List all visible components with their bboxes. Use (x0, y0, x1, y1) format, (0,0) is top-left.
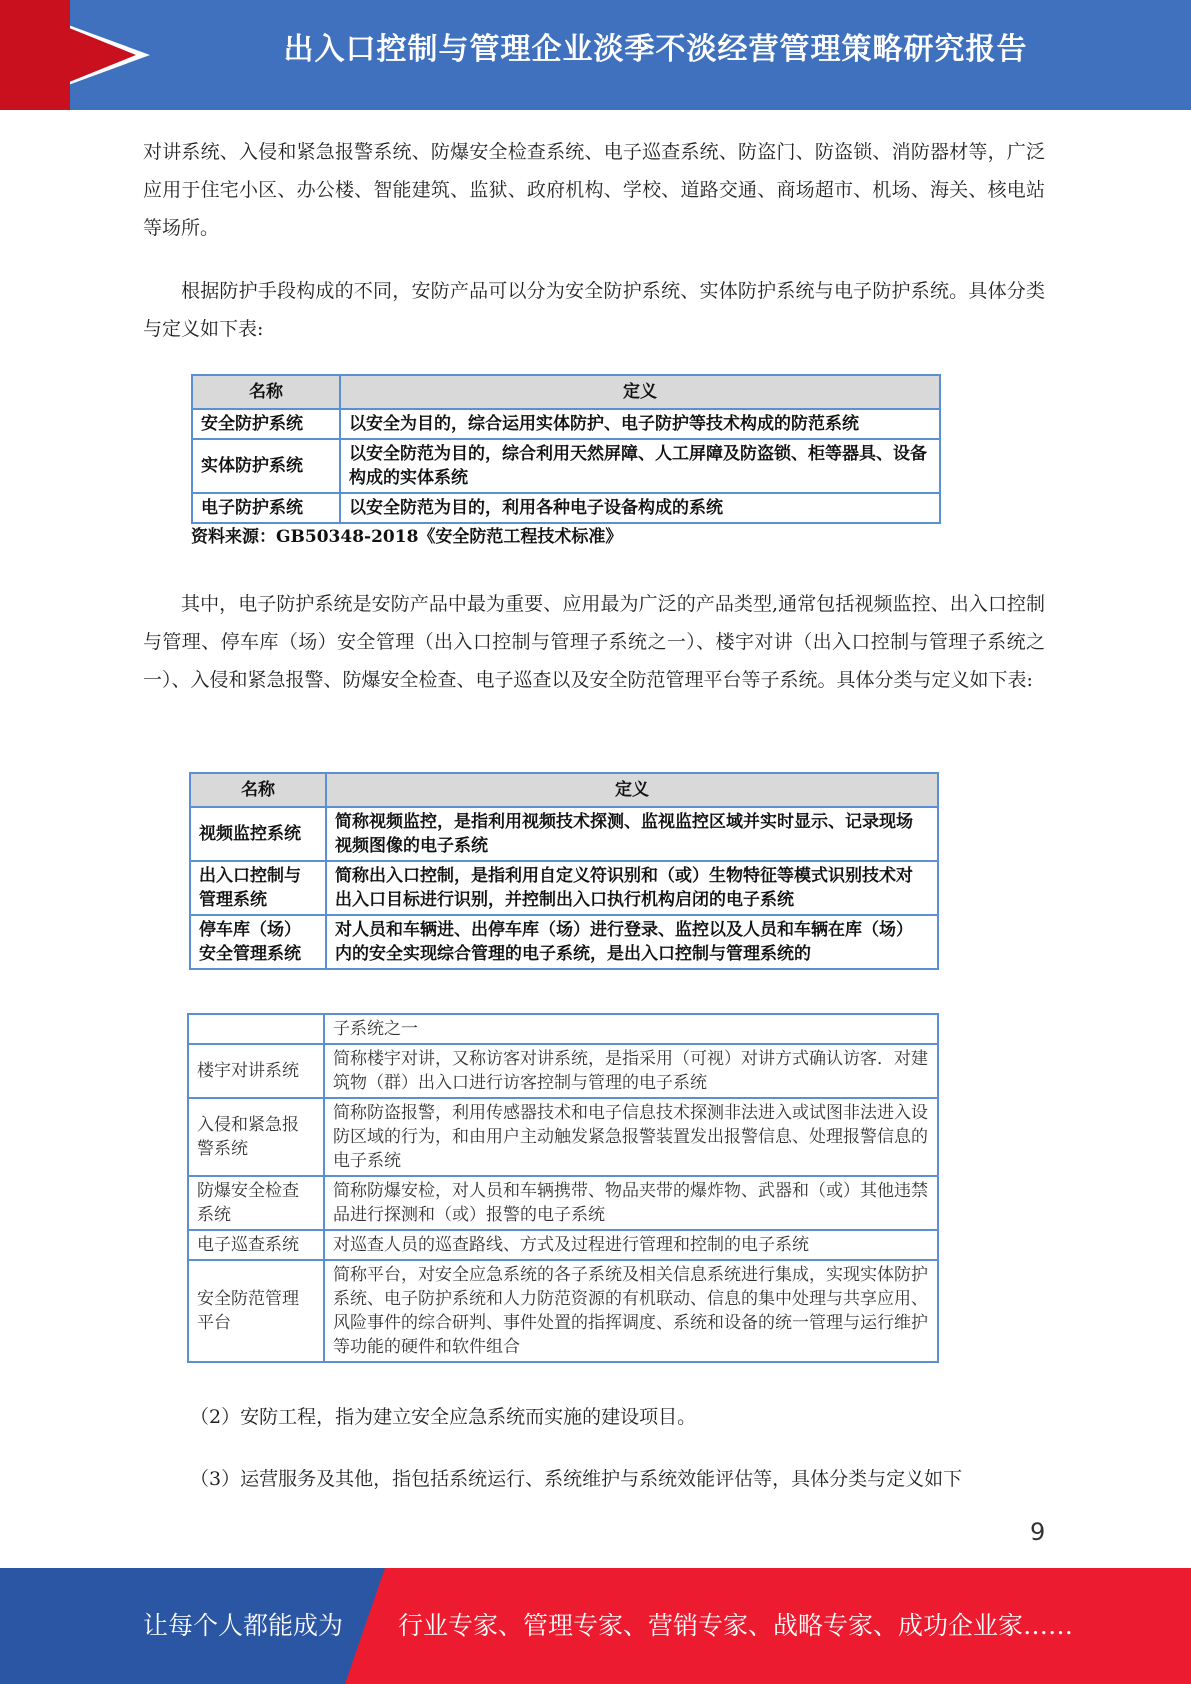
table-row (190, 861, 938, 915)
footer-slogan-left: 让每个人都能成为 (143, 1611, 344, 1640)
column-header-definition: 定义 (340, 375, 940, 409)
paragraph-3: 其中，电子防护系统是安防产品中最为重要、应用最为广泛的产品类型,通常包括视频监控、出入口控制与管理、停车库（场）安全管理（出入口控制与管理子系统之一）、楼宇对讲（出入口控制与管理子系统之一）、入侵和紧急报警、防爆安全检查、电子巡查以及安全防范管理平台等子系统。具体分类与定义如下表: (143, 593, 1045, 691)
table-row (188, 1098, 938, 1176)
row-definition: 简称防盗报警，利用传感器技术和电子信息技术探测非法进入或试图非法进入设防区域的行为，和由用户主动触发紧急报警装置发出报警信息、处理报警信息的电子系统 (324, 1098, 938, 1176)
row-name: 电子防护系统 (192, 493, 340, 523)
row-name: 出入口控制与管理系统 (190, 861, 326, 915)
header-chevron-arrow (0, 0, 136, 110)
row-definition: 以安全防范为目的，综合利用天然屏障、人工屏障及防盗锁、柜等器具、设备构成的实体系统 (340, 439, 940, 493)
table-row (188, 1044, 938, 1098)
row-definition: 简称防爆安检，对人员和车辆携带、物品夹带的爆炸物、武器和（或）其他违禁品进行探测和（或）报警的电子系统 (324, 1176, 938, 1230)
column-header-name: 名称 (190, 773, 326, 807)
row-name: 楼宇对讲系统 (188, 1044, 324, 1098)
row-definition: 简称视频监控，是指利用视频技术探测、监视监控区域并实时显示、记录现场视频图像的电子系统 (326, 807, 938, 861)
table-row (192, 439, 940, 493)
table-row (188, 1260, 938, 1362)
column-header-name: 名称 (192, 375, 340, 409)
table-row (192, 409, 940, 439)
row-name: 视频监控系统 (190, 807, 326, 861)
row-name: 电子巡查系统 (188, 1230, 324, 1260)
page-number: 9 (1030, 1518, 1046, 1546)
row-definition: 对巡查人员的巡查路线、方式及过程进行管理和控制的电子系统 (324, 1230, 938, 1260)
paragraph-4: （2）安防工程，指为建立安全应急系统而实施的建设项目。 (190, 1406, 697, 1428)
row-name: 防爆安全检查系统 (188, 1176, 324, 1230)
table-header-row (192, 375, 940, 409)
electronic-systems-table-continued (187, 1013, 939, 1363)
footer-slogan-right: 行业专家、管理专家、营销专家、战略专家、成功企业家…… (398, 1611, 1074, 1640)
table-header-row (190, 773, 938, 807)
row-name: 实体防护系统 (192, 439, 340, 493)
row-name: 安全防护系统 (192, 409, 340, 439)
row-definition: 简称平台，对安全应急系统的各子系统及相关信息系统进行集成，实现实体防护系统、电子防护系统和人力防范资源的有机联动、信息的集中处理与共享应用、风险事件的综合研判、事件处置的指挥调度、系统和设备的统一管理与运行维护等功能的硬件和软件组合 (324, 1260, 938, 1362)
table-row (188, 1014, 938, 1044)
table-row (190, 807, 938, 861)
row-definition: 简称出入口控制，是指利用自定义符识别和（或）生物特征等模式识别技术对出入口目标进行识别，并控制出入口执行机构启闭的电子系统 (326, 861, 938, 915)
row-definition: 以安全防范为目的，利用各种电子设备构成的系统 (340, 493, 940, 523)
classification-table (191, 374, 941, 524)
table-row (188, 1230, 938, 1260)
paragraph-2: 根据防护手段构成的不同，安防产品可以分为安全防护系统、实体防护系统与电子防护系统。具体分类与定义如下表: (143, 280, 1045, 340)
table-row (188, 1176, 938, 1230)
report-title: 出入口控制与管理企业淡季不淡经营管理策略研究报告 (283, 32, 1028, 67)
electronic-systems-table (189, 772, 939, 970)
table-source-note: 资料来源：GB50348-2018《安全防范工程技术标准》 (191, 527, 623, 547)
row-name: 安全防范管理平台 (188, 1260, 324, 1362)
row-definition: 子系统之一 (324, 1014, 938, 1044)
table-row (192, 493, 940, 523)
row-name: 入侵和紧急报警系统 (188, 1098, 324, 1176)
page-header (0, 0, 1191, 110)
column-header-definition: 定义 (326, 773, 938, 807)
row-definition: 以安全为目的，综合运用实体防护、电子防护等技术构成的防范系统 (340, 409, 940, 439)
row-definition: 对人员和车辆进、出停车库（场）进行登录、监控以及人员和车辆在库（场）内的安全实现综合管理的电子系统，是出入口控制与管理系统的 (326, 915, 938, 969)
page-footer (0, 1568, 1191, 1684)
row-name (188, 1014, 324, 1044)
table-row (190, 915, 938, 969)
paragraph-5: （3）运营服务及其他，指包括系统运行、系统维护与系统效能评估等，具体分类与定义如下 (190, 1468, 963, 1490)
paragraph-1: 对讲系统、入侵和紧急报警系统、防爆安全检查系统、电子巡查系统、防盗门、防盗锁、消防器材等，广泛应用于住宅小区、办公楼、智能建筑、监狱、政府机构、学校、道路交通、商场超市、机场、海关、核电站等场所。 (143, 141, 1045, 239)
row-definition: 简称楼宇对讲，又称访客对讲系统，是指采用（可视）对讲方式确认访客．对建筑物（群）出入口进行访客控制与管理的电子系统 (324, 1044, 938, 1098)
row-name: 停车库（场）安全管理系统 (190, 915, 326, 969)
